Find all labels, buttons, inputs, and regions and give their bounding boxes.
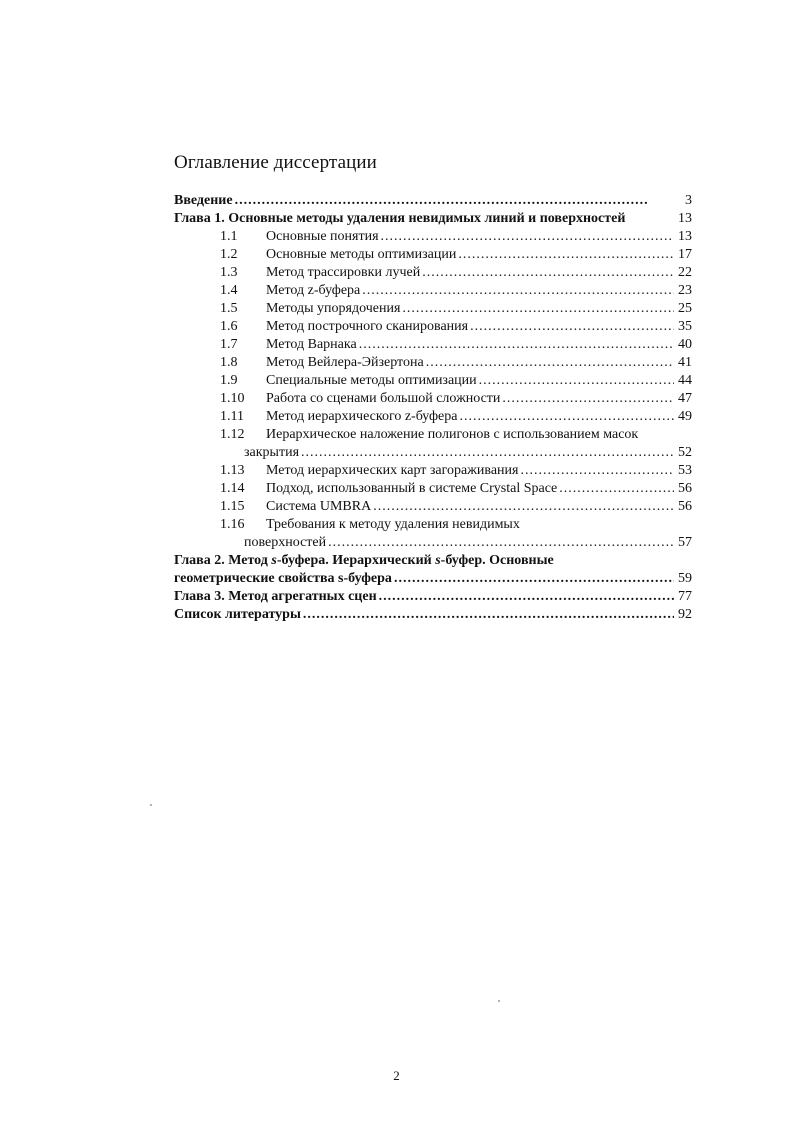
page-number: 2 — [393, 1068, 400, 1083]
dot-leader — [301, 444, 674, 462]
toc-entry-section[interactable] — [174, 354, 692, 372]
toc-entry-section[interactable] — [174, 426, 692, 444]
toc-entry-continuation[interactable] — [174, 444, 692, 462]
toc-page-number: 59 — [678, 571, 692, 586]
toc-entry-label: -буфер. Основные — [440, 553, 554, 568]
toc-entry-label: Иерархическое наложение полигонов с использованием масок — [266, 427, 639, 442]
toc-entry-label: Глава 2. Метод — [174, 553, 272, 568]
toc-entry-section[interactable] — [174, 390, 692, 408]
toc-entry-label: Метод трассировки лучей — [266, 265, 421, 280]
dot-leader — [470, 318, 674, 336]
toc-page-number: 49 — [678, 409, 692, 424]
toc-entry-label-continued: поверхностей — [244, 535, 327, 550]
dot-leader — [458, 246, 674, 264]
toc-page-number: 13 — [678, 229, 692, 244]
toc-page-number: 56 — [678, 499, 692, 514]
dot-leader — [373, 498, 674, 516]
toc-entry-section[interactable] — [174, 372, 692, 390]
toc-entry-label: Метод иерархического z-буфера — [266, 409, 458, 424]
toc-page-number: 40 — [678, 337, 692, 352]
toc-entry-label: Основные методы оптимизации — [266, 247, 457, 262]
toc-entry-section[interactable] — [174, 516, 692, 534]
dot-leader — [394, 570, 674, 588]
toc-page-number: 35 — [678, 319, 692, 334]
section-number: 1.10 — [220, 391, 245, 406]
section-number: 1.7 — [220, 337, 238, 352]
toc-entry-continuation[interactable] — [174, 534, 692, 552]
scan-speck — [498, 1000, 500, 1002]
section-number: 1.5 — [220, 301, 238, 316]
toc-entry-label: Основные понятия — [266, 229, 379, 244]
toc-entry-label: Глава 1. Основные методы удаления невидимых линий и поверхностей — [174, 211, 626, 226]
toc-entry-label: Методы упорядочения — [266, 301, 401, 316]
dot-leader — [362, 282, 674, 300]
toc-entry-section[interactable] — [174, 462, 692, 480]
toc-entry-label: Метод Вейлера-Эйзертона — [266, 355, 424, 370]
document-title: Оглавление диссертации — [174, 152, 377, 173]
section-number: 1.8 — [220, 355, 238, 370]
toc-entry-chapter-2[interactable] — [174, 552, 692, 570]
toc-page-number: 53 — [678, 463, 692, 478]
toc-entry-label: Подход, использованный в системе Crystal Space — [266, 481, 558, 496]
section-number: 1.3 — [220, 265, 238, 280]
section-number: 1.9 — [220, 373, 238, 388]
toc-entry-chapter-1[interactable] — [174, 210, 692, 228]
section-number: 1.12 — [220, 427, 245, 442]
toc-page-number: 77 — [678, 589, 692, 604]
toc-entry-label: Список литературы — [174, 607, 301, 622]
section-number: 1.15 — [220, 499, 245, 514]
section-number: 1.11 — [220, 409, 244, 424]
dot-leader — [379, 588, 674, 606]
toc-entry-chapter-2-continued[interactable] — [174, 570, 692, 588]
toc-entry-label: Метод z-буфера — [266, 283, 361, 298]
toc-entry-label: Требования к методу удаления невидимых — [266, 517, 520, 532]
toc-entry-label: -буфера. Иерархический — [276, 553, 436, 568]
toc-page-number: 13 — [678, 211, 692, 226]
toc-entry-label: Метод иерархических карт загораживания — [266, 463, 519, 478]
section-number: 1.1 — [220, 229, 238, 244]
dot-leader — [426, 354, 674, 372]
toc-page-number: 47 — [678, 391, 692, 406]
section-number: 1.2 — [220, 247, 238, 262]
toc-entry-section[interactable] — [174, 282, 692, 300]
toc-entry-label-continued: геометрические свойства s-буфера — [174, 571, 392, 586]
toc-entry-label: Система UMBRA — [266, 499, 372, 514]
dot-leader — [235, 192, 648, 210]
dot-leader — [559, 480, 674, 498]
toc-entry-section[interactable] — [174, 480, 692, 498]
toc-entry-section[interactable] — [174, 336, 692, 354]
section-number: 1.6 — [220, 319, 238, 334]
toc-page-number: 57 — [678, 535, 692, 550]
toc-entry-label-continued: закрытия — [244, 445, 300, 460]
toc-entry-section[interactable] — [174, 498, 692, 516]
toc-page-number: 23 — [678, 283, 692, 298]
dot-leader — [381, 228, 674, 246]
toc-entry-label: Метод построчного сканирования — [266, 319, 469, 334]
toc-entry-label: Работа со сценами большой сложности — [266, 391, 501, 406]
toc-entry-section[interactable] — [174, 246, 692, 264]
toc-page-number: 92 — [678, 607, 692, 622]
dot-leader — [479, 372, 674, 390]
toc-entry-section[interactable] — [174, 300, 692, 318]
section-number: 1.4 — [220, 283, 238, 298]
toc-page-number: 44 — [678, 373, 692, 388]
dot-leader — [422, 264, 674, 282]
dot-leader — [459, 408, 674, 426]
section-number: 1.16 — [220, 517, 245, 532]
dot-leader — [328, 534, 674, 552]
toc-entry-label: Глава 3. Метод агрегатных сцен — [174, 589, 377, 604]
scan-speck — [150, 804, 152, 806]
s-letter: s — [271, 553, 277, 568]
toc-page-number: 56 — [678, 481, 692, 496]
toc-entry-introduction[interactable] — [174, 192, 692, 210]
dot-leader — [502, 390, 674, 408]
toc-entry-label: Специальные методы оптимизации — [266, 373, 477, 388]
toc-page-number: 22 — [678, 265, 692, 280]
toc-entry-section[interactable] — [174, 228, 692, 246]
toc-entry-references[interactable] — [174, 606, 692, 624]
toc-page-number: 25 — [678, 301, 692, 316]
toc-entry-section[interactable] — [174, 318, 692, 336]
section-number: 1.14 — [220, 481, 245, 496]
toc-page-number: 3 — [685, 193, 692, 208]
dot-leader — [359, 336, 674, 354]
dot-leader — [402, 300, 674, 318]
toc-entry-section[interactable] — [174, 264, 692, 282]
toc-page-number: 41 — [678, 355, 692, 370]
table-of-contents — [174, 192, 692, 624]
toc-page-number: 17 — [678, 247, 692, 262]
toc-entry-section[interactable] — [174, 408, 692, 426]
toc-entry-label: Введение — [174, 193, 233, 208]
toc-entry-chapter-3[interactable] — [174, 588, 692, 606]
dot-leader — [303, 606, 674, 624]
dot-leader — [520, 462, 674, 480]
section-number: 1.13 — [220, 463, 245, 478]
toc-page-number: 52 — [678, 445, 692, 460]
s-letter: s — [435, 553, 441, 568]
toc-entry-label: Метод Варнака — [266, 337, 357, 352]
